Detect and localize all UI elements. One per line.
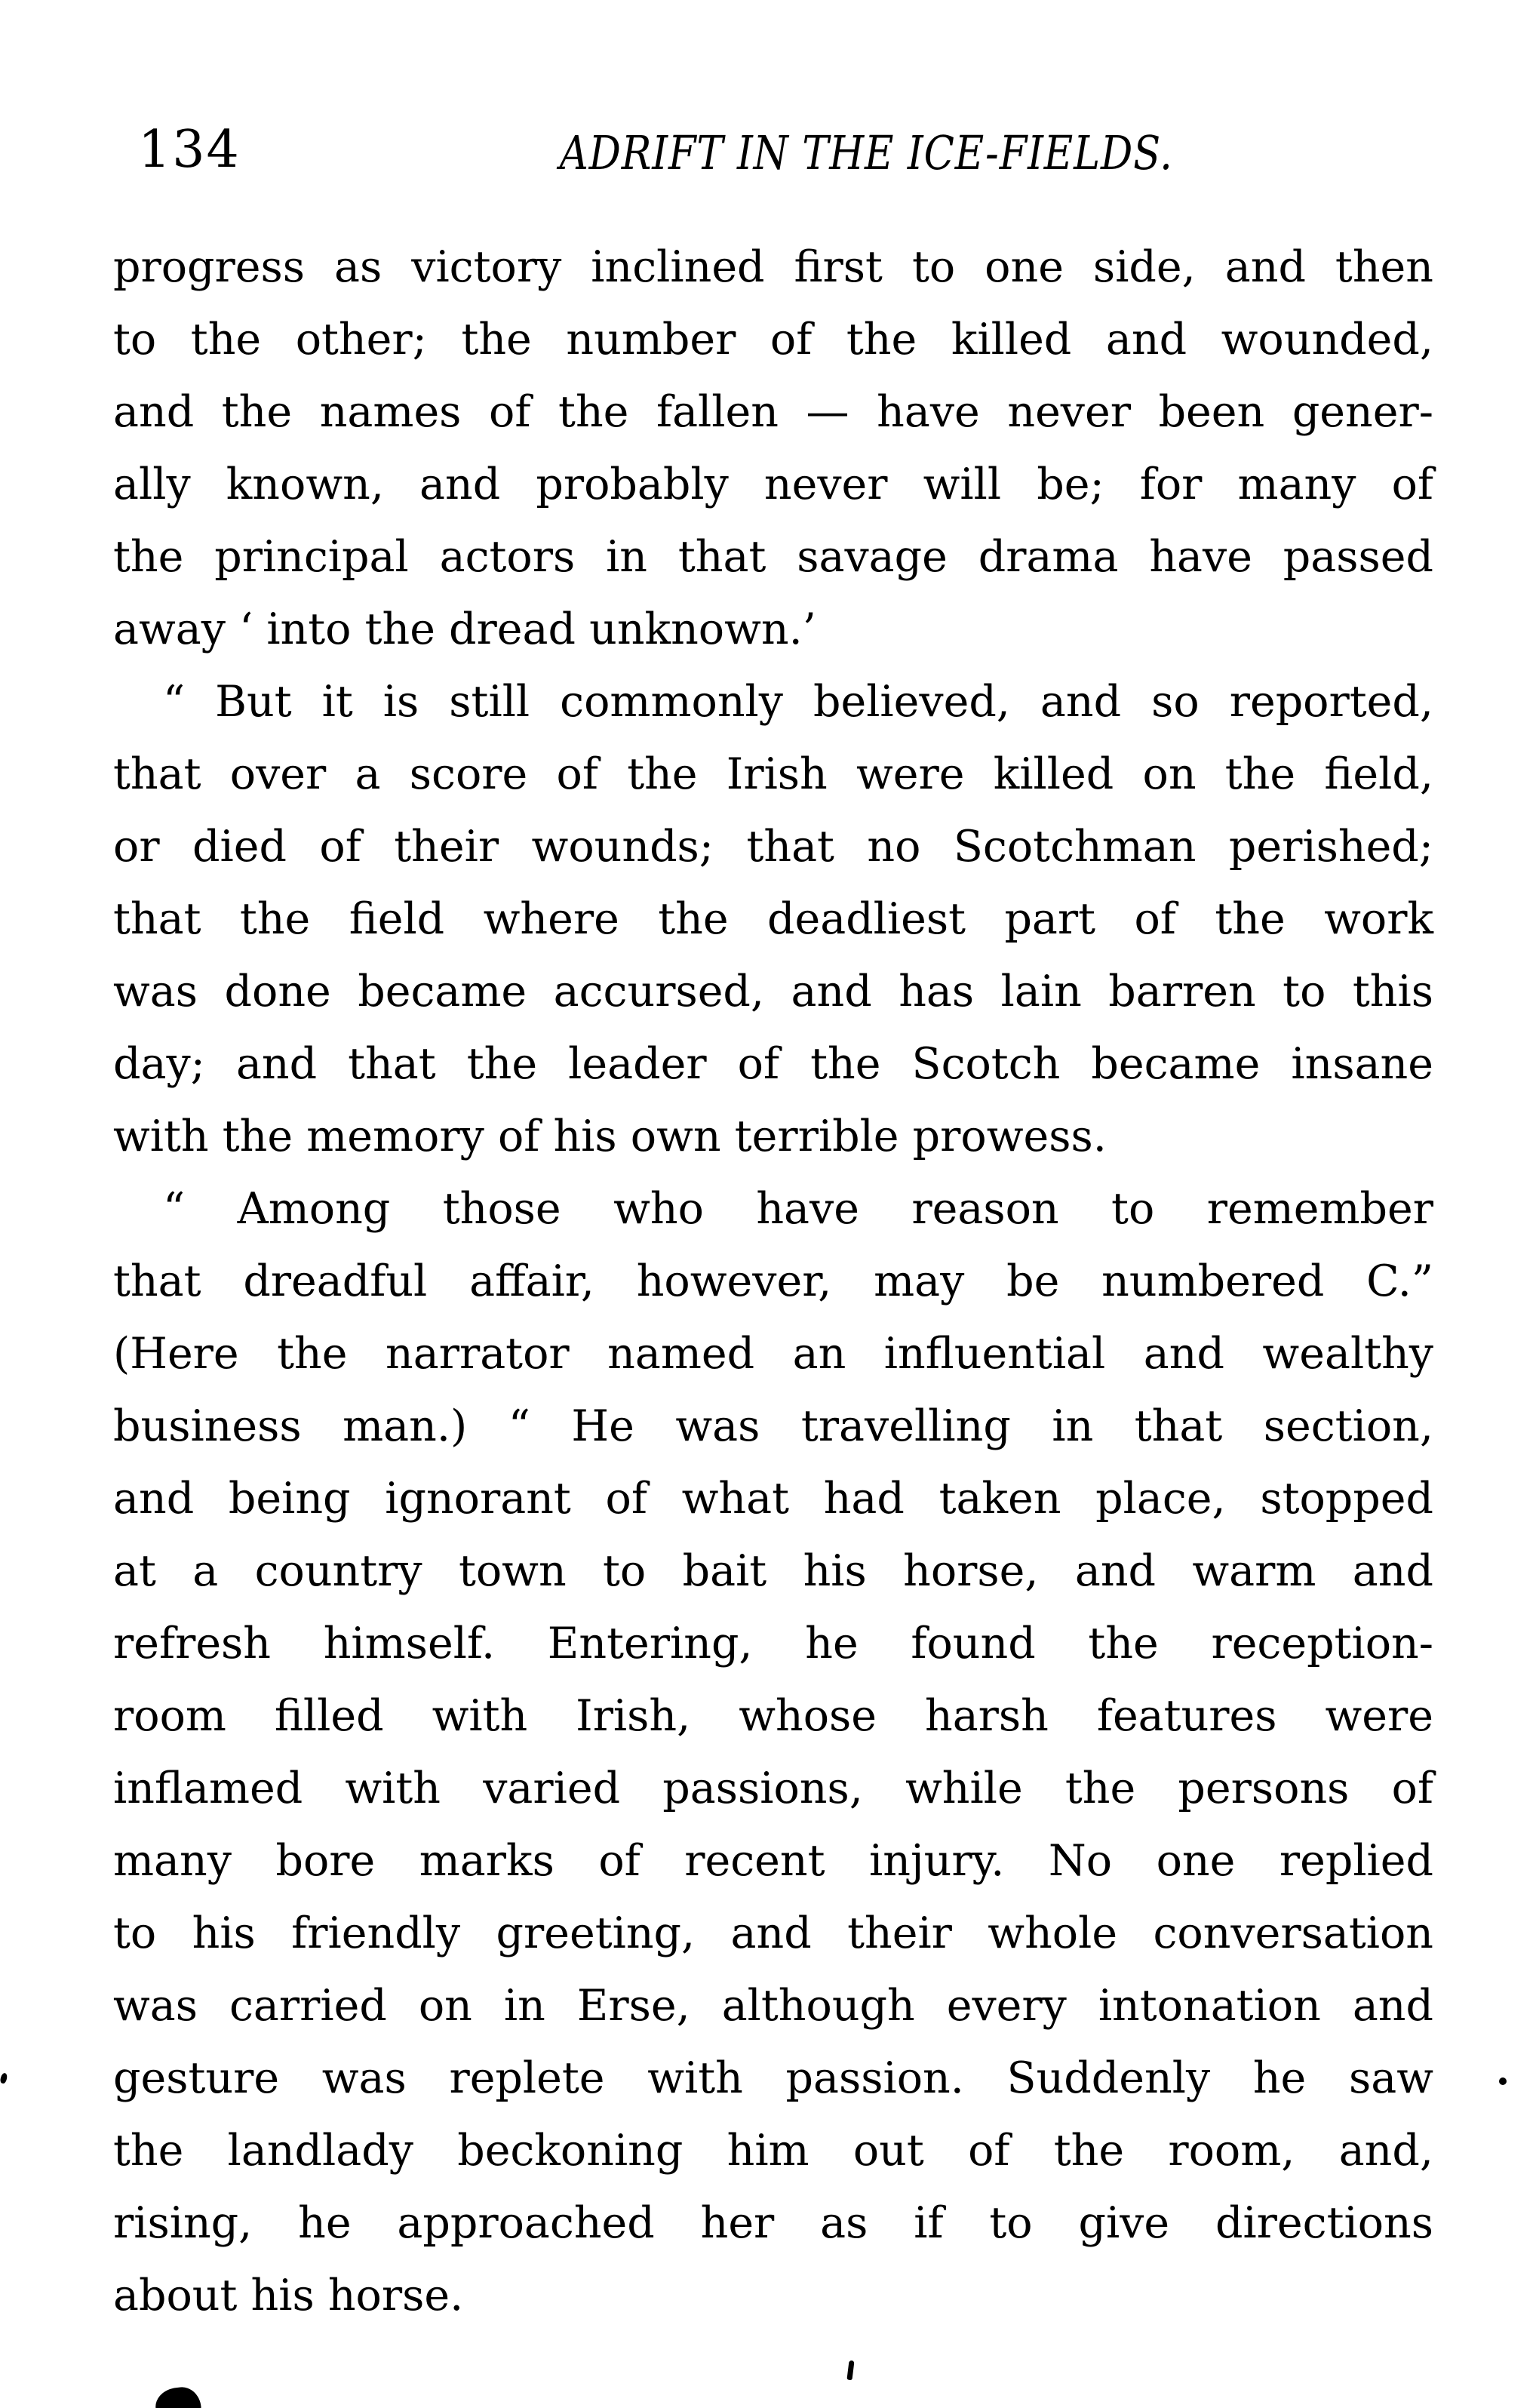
text-line: progress as victory inclined first to one side, and then bbox=[113, 242, 1433, 292]
text-line: (Here the narrator named an influential and wealthy bbox=[113, 1329, 1433, 1379]
text-line: and the names of the fallen — have never been gener- bbox=[113, 387, 1433, 437]
scan-speck-bottom bbox=[846, 2360, 854, 2381]
text-line: that over a score of the Irish were killed on the field, bbox=[113, 749, 1433, 799]
text-line: at a country town to bait his horse, and warm and bbox=[113, 1546, 1433, 1596]
text-line: that dreadful affair, however, may be numbered C.” bbox=[113, 1256, 1433, 1306]
text-line: rising, he approached her as if to give directions bbox=[113, 2198, 1433, 2248]
text-line: or died of their wounds; that no Scotchman perished; bbox=[113, 822, 1433, 872]
text-line: ally known, and probably never will be; for many of bbox=[113, 460, 1433, 509]
text-line: and being ignorant of what had taken place, stopped bbox=[113, 1474, 1433, 1524]
text-line: to his friendly greeting, and their whole conversation bbox=[113, 1908, 1433, 1958]
text-line: the landlady beckoning him out of the room, and, bbox=[113, 2126, 1433, 2176]
text-line: with the memory of his own terrible prowess. bbox=[113, 1112, 1107, 1161]
running-header bbox=[113, 0, 1433, 180]
text-line: the principal actors in that savage drama have passed bbox=[113, 532, 1433, 582]
text-line: that the field where the deadliest part of the work bbox=[113, 894, 1433, 944]
scan-speck-left bbox=[0, 2072, 8, 2084]
text-line: about his horse. bbox=[113, 2271, 464, 2320]
text-line: day; and that the leader of the Scotch became insane bbox=[113, 1039, 1433, 1089]
text-line: was done became accursed, and has lain barren to this bbox=[113, 967, 1433, 1016]
text-line: “ But it is still commonly believed, and so reported, bbox=[163, 677, 1433, 727]
text-line: refresh himself. Entering, he found the reception- bbox=[113, 1619, 1433, 1668]
running-header-title: ADRIFT IN THE ICE-FIELDS. bbox=[559, 125, 1173, 180]
text-line: room filled with Irish, whose harsh features were bbox=[113, 1691, 1433, 1741]
text-line: was carried on in Erse, although every intonation and bbox=[113, 1981, 1433, 2031]
text-line: many bore marks of recent injury. No one replied bbox=[113, 1836, 1433, 1886]
page-body bbox=[113, 231, 1433, 2332]
ink-blot bbox=[154, 2385, 202, 2408]
scan-speck-right bbox=[1499, 2077, 1507, 2085]
text-line: to the other; the number of the killed and wounded, bbox=[113, 315, 1433, 364]
text-line: business man.) “ He was travelling in that section, bbox=[113, 1401, 1433, 1451]
text-line: inflamed with varied passions, while the persons of bbox=[113, 1764, 1433, 1813]
text-line: gesture was replete with passion. Suddenly he saw bbox=[113, 2053, 1433, 2103]
page-number: 134 bbox=[138, 120, 241, 180]
running-header-title-row bbox=[113, 125, 1433, 180]
text-line: “ Among those who have reason to remember bbox=[163, 1184, 1433, 1234]
text-line: away ‘ into the dread unknown.’ bbox=[113, 604, 816, 654]
